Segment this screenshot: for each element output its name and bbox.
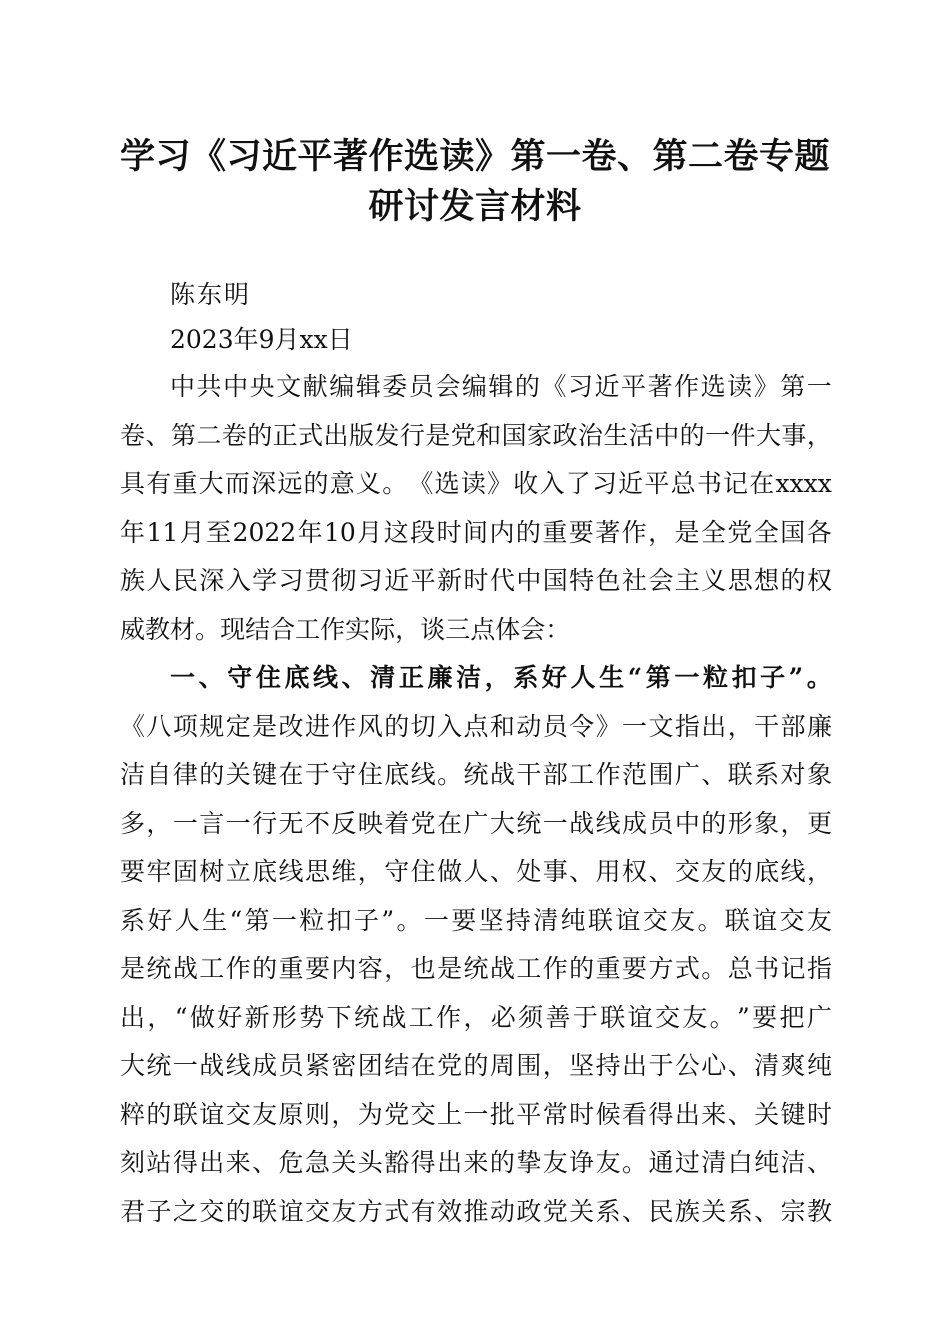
body-text-line: 系 好 人 生 “ 第 一 粒 扣 子 ” 。 一 要 坚 持 清 纯 联 谊 交 友 。 联 谊 交 友 — [120, 905, 832, 935]
body-text-line: 具 有 重 大 而 深 远 的 意 义 。 《 选 读 》 收 入 了 习 近 平 总 书 记 在 xxxx — [120, 469, 832, 498]
body-text-line: 要 牢 固 树 立 底 线 思 维 ， 守 住 做 人 、 处 事 、 用 权 、 交 友 的 底 线 ， — [120, 857, 832, 886]
section-heading-line: 一 、 守 住 底 线 、 清 正 廉 洁 ， 系 好 人 生 “ 第 一 粒 扣 子 ” 。 — [170, 663, 832, 692]
body-text-line: 出 ， “ 做 好 新 形 势 下 统 战 工 作 ， 必 须 善 于 联 谊 交 友 。 ” 要 把 广 — [120, 1002, 832, 1032]
body-text-line: 族 人 民 深 入 学 习 贯 彻 习 近 平 新 时 代 中 国 特 色 社 会 主 义 思 想 的 权 — [120, 566, 832, 595]
body-text-line: 大 统 一 战 线 成 员 紧 密 团 结 在 党 的 周 围 ， 坚 持 出 于 公 心 、 清 爽 纯 — [120, 1051, 832, 1080]
author-name: 陈东明 — [170, 280, 252, 309]
body-text-line: 《 八 项 规 定 是 改 进 作 风 的 切 入 点 和 动 员 令 》 一 文 指 出 ， 干 部 廉 — [120, 711, 832, 741]
document-body — [120, 363, 832, 1236]
body-text-line: 粹 的 联 谊 交 友 原 则 ， 为 党 交 上 一 批 平 常 时 候 看 得 出 来 、 关 键 时 — [120, 1099, 832, 1129]
title-line-1: 学习《习近平著作选读》第一卷、第二卷专题 — [119, 136, 830, 177]
body-text-line: 刻 站 得 出 来 、 危 急 关 头 豁 得 出 来 的 挚 友 诤 友 。 通 过 清 白 纯 洁 、 — [120, 1148, 832, 1177]
body-text-line: 君 子 之 交 的 联 谊 交 友 方 式 有 效 推 动 政 党 关 系 、 民 族 关 系 、 宗 教 — [120, 1196, 832, 1226]
title-line-2: 研讨发言材料 — [368, 186, 582, 227]
document-title — [60, 132, 890, 232]
body-text-line: 是 统 战 工 作 的 重 要 内 容 ， 也 是 统 战 工 作 的 重 要 方 式 。 总 书 记 指 — [120, 954, 832, 983]
body-text-line: 洁 自 律 的 关 键 在 于 守 住 底 线 。 统 战 干 部 工 作 范 围 广 、 联 系 对 象 — [120, 760, 832, 789]
document-date: 2023年9月xx日 — [170, 325, 353, 354]
body-text-line: 中 共 中 央 文 献 编 辑 委 员 会 编 辑 的 《 习 近 平 著 作 选 读 》 第 一 — [170, 372, 832, 401]
body-text-line: 威 教 材 。 现 结 合 工 作 实 际 ， 谈 三 点 体 会 ： — [120, 614, 571, 644]
body-text-line: 卷 、 第 二 卷 的 正 式 出 版 发 行 是 党 和 国 家 政 治 生 活 中 的 一 件 大 事 ， — [120, 420, 832, 450]
body-text-line: 年 11 月 至 2022 年 10 月 这 段 时 间 内 的 重 要 著 作 ， 是 全 党 全 国 各 — [120, 517, 832, 547]
body-text-line: 多 ， 一 言 一 行 无 不 反 映 着 党 在 广 大 统 一 战 线 成 员 中 的 形 象 ， 更 — [120, 808, 832, 838]
